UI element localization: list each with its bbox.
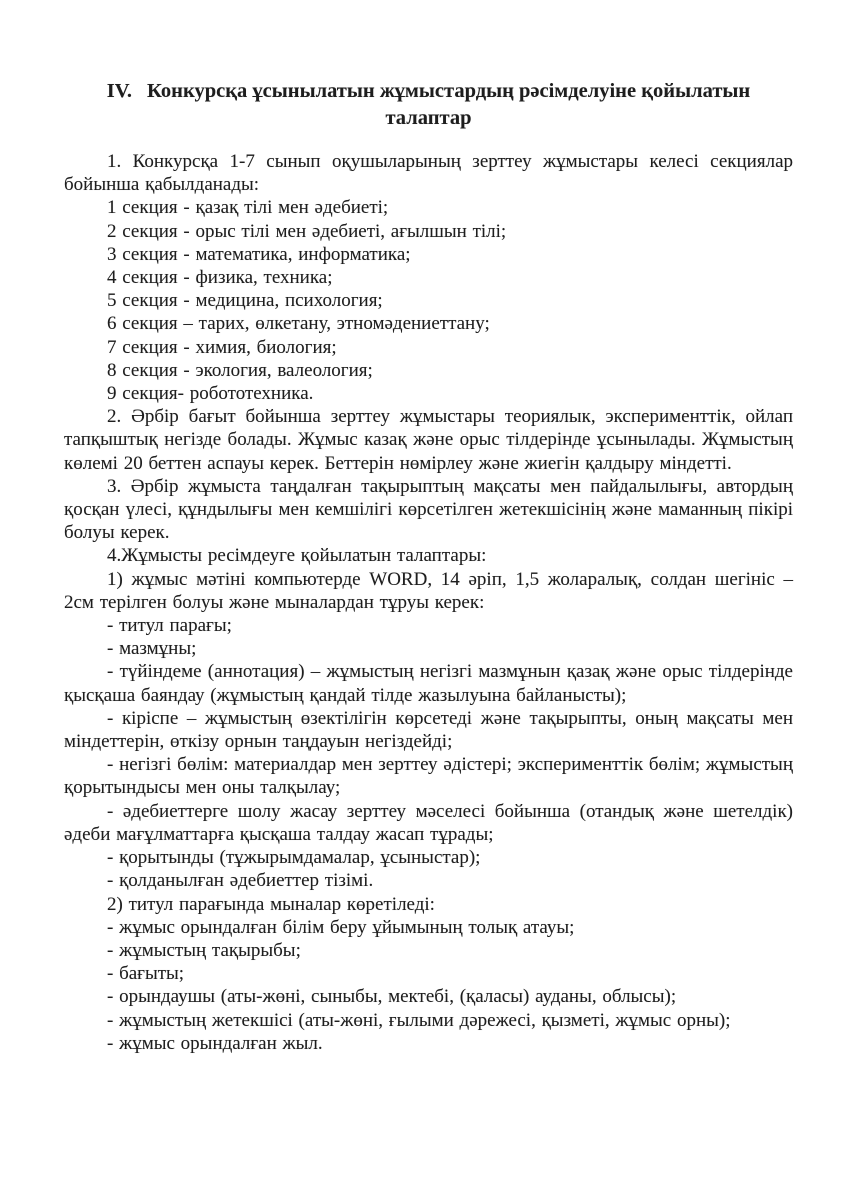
heading-line-1 xyxy=(64,78,793,105)
dash-item-references: - қолданылған әдебиеттер тізімі. xyxy=(107,870,374,892)
dash-item-work-topic: - жұмыстың тақырыбы; xyxy=(107,939,301,961)
heading-numeral: IV. xyxy=(106,80,133,102)
section-list-item-4: 4 секция - физика, техника; xyxy=(107,267,333,289)
heading-line-2: талаптар xyxy=(385,107,472,129)
section-list-item-3: 3 секция - математика, информатика; xyxy=(107,243,411,265)
dash-item-organization-name: - жұмыс орындалған білім беру ұйымының толық атауы; xyxy=(107,916,575,938)
section-list-item-1: 1 секция - қазақ тілі мен әдебиеті; xyxy=(107,197,389,219)
heading-text: Конкурсқа ұсынылатын жұмыстардың рәсімделуіне қойылатын xyxy=(147,80,751,102)
dash-item-performer: - орындаушы (аты-жөні, сыныбы, мектебі, (қаласы) ауданы, облысы); xyxy=(107,986,677,1008)
paragraph-subpoint-1: 1) жұмыс мәтіні компьютерде WORD, 14 әріп, 1,5 жоларалық, солдан шегініс – 2см терілген болуы және мыналардан тұруы керек: xyxy=(64,568,793,613)
dash-item-supervisor: - жұмыстың жетекшісі (аты-жөні, ғылыми дәрежесі, қызметі, жұмыс орны); xyxy=(107,1009,731,1031)
dash-item-year: - жұмыс орындалған жыл. xyxy=(107,1032,323,1054)
dash-item-conclusion: - қорытынды (тұжырымдамалар, ұсыныстар); xyxy=(107,847,481,869)
paragraph-point-2: 2. Әрбір бағыт бойынша зерттеу жұмыстары теориялык, эксперименттік, ойлап тапқыштық негізде болады. Жұмыс казақ және орыс тілдерінде ұсынылады. Жұмыстың көлемі 20 беттен аспауы керек. Беттерін нөмірлеу және жиегін қалдыру міндетті. xyxy=(64,406,793,474)
section-heading xyxy=(64,78,793,132)
section-list-item-8: 8 секция - экология, валеология; xyxy=(107,359,373,381)
dash-item-literature-review: - әдебиеттерге шолу жасау зерттеу мәселесі бойынша (отандық және шетелдік) әдеби мағұлматтарға қысқаша талдау жасап тұрады; xyxy=(64,800,793,845)
dash-item-annotation: - түйіндеме (аннотация) – жұмыстың негізгі мазмұнын қазақ және орыс тілдерінде қысқаша баяндау (жұмыстың қандай тілде жазылуына байланысты); xyxy=(64,661,793,706)
section-list-item-5: 5 секция - медицина, психология; xyxy=(107,290,383,312)
paragraph-subpoint-2: 2) титул парағында мыналар көретіледі: xyxy=(107,893,435,915)
dash-item-direction: - бағыты; xyxy=(107,963,185,985)
document-body xyxy=(64,150,793,1055)
section-list-item-9: 9 секция- робототехника. xyxy=(107,383,314,405)
dash-item-title-page: - титул парағы; xyxy=(107,615,232,637)
paragraph-sections-intro: 1. Конкурсқа 1-7 сынып оқушыларының зерттеу жұмыстары келесі секциялар бойынша қабылданады: xyxy=(64,151,793,196)
section-list-item-2: 2 секция - орыс тілі мен әдебиеті, ағылшын тілі; xyxy=(107,220,507,242)
paragraph-point-3: 3. Әрбір жұмыста таңдалған тақырыптың мақсаты мен пайдалылығы, автордың қосқан үлесі, құндылығы мен кемшілігі көрсетілген жетекшісінің және маманның пікірі болуы керек. xyxy=(64,475,793,544)
section-list-item-7: 7 секция - химия, биология; xyxy=(107,336,337,358)
dash-item-contents: - мазмұны; xyxy=(107,638,197,660)
paragraph-point-4-heading: 4.Жұмысты ресімдеуге қойылатын талаптары: xyxy=(107,545,487,567)
dash-item-introduction: - кіріспе – жұмыстың өзектілігін көрсетеді және тақырыпты, оның мақсаты мен міндеттерін, өткізу орнын таңдауын негіздейді; xyxy=(64,707,793,753)
dash-item-main-part: - негізгі бөлім: материалдар мен зерттеу әдістері; эксперименттік бөлім; жұмыстың қорытындысы мен оны талқылау; xyxy=(64,754,793,799)
section-list-item-6: 6 секция – тарих, өлкетану, этномәдениеттану; xyxy=(107,313,490,335)
